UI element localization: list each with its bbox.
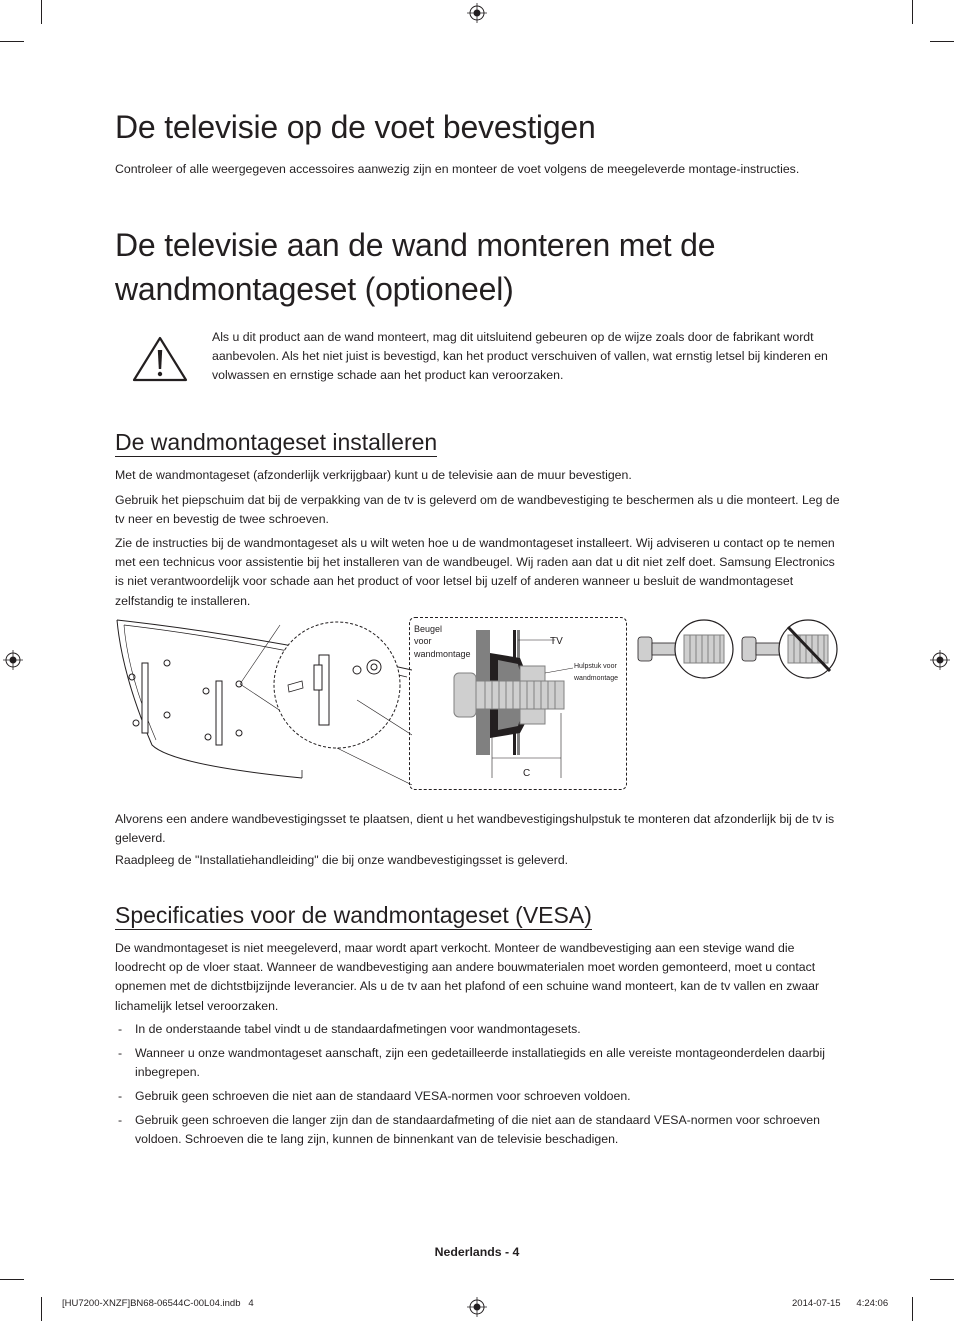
crop-mark (0, 41, 24, 42)
registration-mark-icon (3, 650, 23, 670)
vesa-paragraph: De wandmontageset is niet meegeleverd, maar wordt apart verkocht. Monteer de wandbevestiging aan een stevige wand die loodrecht op de vloer staat. Wanneer de wandbevestiging aan andere bouwmaterialen moet worden gemonteerd, moet u contact opnemen met de dichtstbijzijnde leverancier. Als u de tv aan het plafond of een schuine wand monteert, kan de tv vallen en zwaar lichamelijk letsel veroorzaken. (115, 941, 820, 1013)
cross-section-diagram (410, 618, 624, 787)
vesa-bullet-list (115, 1020, 840, 1154)
warning-triangle-icon (131, 335, 189, 383)
section-heading-install-text: De wandmontageset installeren (115, 429, 438, 455)
install-paragraph-2: Gebruik het piepschuim dat bij de verpakking van de tv is geleverd om de wandbevestiging te beschermen als u die monteert. Leg de tv neer en bevestig de twee schroeven. (115, 493, 840, 527)
label-adapter-line1: Hulpstuk voor (574, 663, 617, 670)
after-paragraph-1: Alvorens een andere wandbevestigingsset te plaatsen, dient u het wandbevestigingshulpstuk te monteren dat afzonderlijk bij de tv is geleverd. (115, 812, 835, 846)
section-heading-install (115, 428, 437, 456)
page-number: Nederlands - 4 (434, 1245, 520, 1259)
section-heading-vesa (115, 901, 592, 929)
label-c: C (523, 768, 531, 779)
crop-mark (912, 1297, 913, 1321)
registration-mark-icon (467, 1297, 487, 1317)
list-item: - Wanneer u onze wandmontageset aanschaft, zijn een gedetailleerde installatiegids en alle vereiste montageonderdelen daarbij inbegrepen. (115, 1044, 840, 1082)
page-title-stand: De televisie op de voet bevestigen (115, 109, 596, 145)
registration-mark-icon (930, 650, 950, 670)
crop-mark (41, 0, 42, 24)
after-paragraph-2: Raadpleeg de "Installatiehandleiding" die bij onze wandbevestigingsset is geleverd. (115, 853, 569, 867)
correct-screw-icon (636, 617, 734, 681)
install-paragraph-3: Zie de instructies bij de wandmontageset als u wilt weten hoe u de wandmontageset installeert. Wij adviseren u contact op te nemen met een technicus voor assistentie bij het installeren van de wandbeugel. Wij raden aan dat u dit niet zelf doet. Samsung Electronics is niet verantwoordelijk voor schade aan het product of voor letsel bij uzelf of anderen wanneer u besluit de wandmontageset zelfstandig te installeren. (115, 536, 835, 608)
tv-back-wall-mount-illustration (112, 615, 412, 785)
label-adapter-line2: wandmontage (574, 675, 618, 682)
registration-mark-icon (467, 3, 487, 23)
crop-mark (930, 1279, 954, 1280)
install-paragraph-1: Met de wandmontageset (afzonderlijk verkrijgbaar) kunt u de televisie aan de muur bevestigen. (115, 468, 632, 482)
section-heading-vesa-text: Specificaties voor de wandmontageset (VESA) (115, 902, 592, 928)
page-title-wall-line1: De televisie aan de wand monteren met de (115, 227, 716, 263)
crop-mark (0, 1279, 24, 1280)
list-item: - Gebruik geen schroeven die langer zijn dan de standaardafmeting of die niet aan de standaard VESA-normen voor schroeven voldoen. Schroeven die te lang zijn, kunnen de binnenkant van de televisie beschadigen. (115, 1111, 840, 1149)
stand-paragraph: Controleer of alle weergegeven accessoires aanwezig zijn en monteer de voet volgens de meegeleverde montage-instructies. (115, 162, 800, 176)
list-item: - Gebruik geen schroeven die niet aan de standaard VESA-normen voor schroeven voldoen. (115, 1087, 840, 1106)
footer-file-name: [HU7200-XNZF]BN68-06544C-00L04.indb 4 (62, 1298, 254, 1309)
page-title-wall-line2: wandmontageset (optioneel) (115, 271, 514, 307)
label-bracket-line3: wandmontage (414, 649, 471, 659)
incorrect-screw-icon (740, 617, 840, 681)
crop-mark (41, 1297, 42, 1321)
label-bracket-line1: Beugel (414, 624, 443, 634)
crop-mark (912, 0, 913, 24)
label-tv: TV (550, 636, 563, 647)
crop-mark (930, 41, 954, 42)
warning-text: Als u dit product aan de wand monteert, mag dit uitsluitend gebeuren op de wijze zoals door de fabrikant wordt aanbevolen. Als het niet juist is bevestigd, kan het product verschuiven of vallen, wat ernstig letsel bij kinderen en volwassen en ernstige schade aan het product kan veroorzaken. (212, 330, 828, 383)
label-bracket-line2: voor (414, 636, 432, 646)
list-item: - In de onderstaande tabel vindt u de standaardafmetingen voor wandmontagesets. (115, 1020, 840, 1039)
footer-timestamp: 2014-07-15 4:24:06 (792, 1298, 889, 1309)
